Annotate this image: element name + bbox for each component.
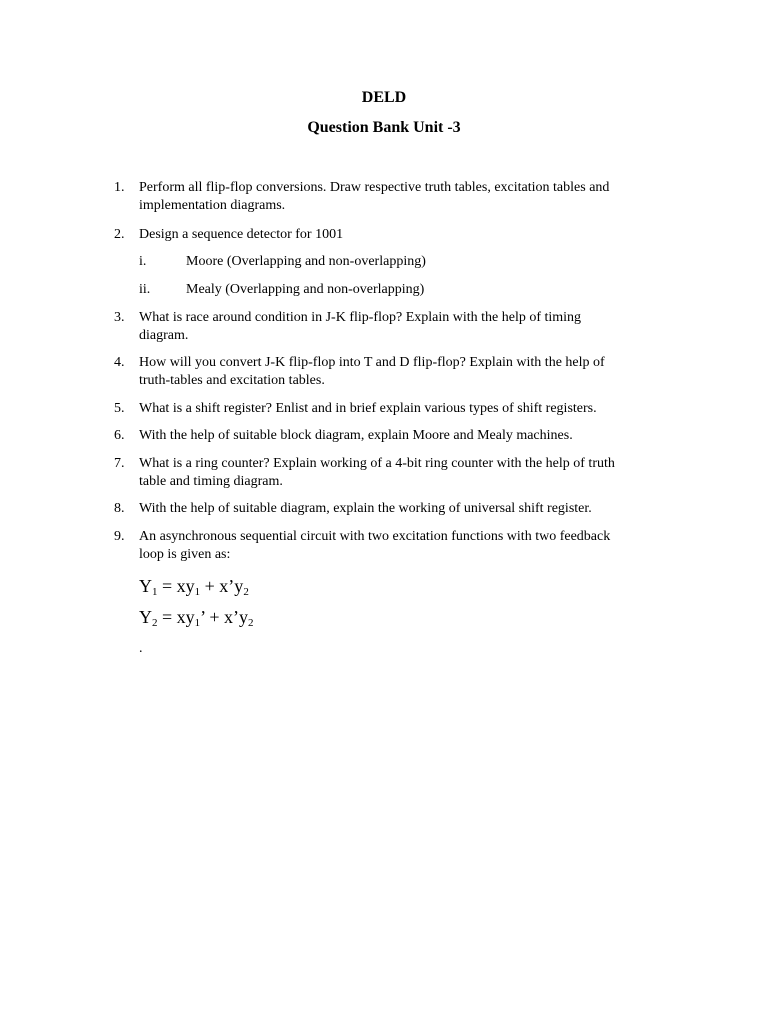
- equation-variable: Y: [139, 607, 152, 627]
- sub-item-number: ii.: [139, 282, 151, 297]
- equation-subscript: 1: [194, 586, 201, 598]
- equation-subscript: 1: [152, 586, 158, 598]
- question-text: What is a shift register? Enlist and in brief explain various types of shift registers.: [139, 401, 597, 416]
- equation-subscript: 2: [247, 617, 254, 629]
- question-text: Design a sequence detector for 1001: [139, 227, 344, 242]
- question-text: What is race around condition in J-K flip-flop? Explain with the help of timing diagram.: [139, 310, 582, 343]
- equation-term: ’ + x’y: [200, 607, 248, 627]
- document-subtitle: Question Bank Unit -3: [307, 119, 461, 136]
- sub-item-text: Mealy (Overlapping and non-overlapping): [186, 282, 425, 297]
- question-number: 5.: [114, 401, 125, 416]
- equation-subscript: 2: [243, 586, 249, 598]
- question-number: 4.: [114, 355, 125, 370]
- question-number: 3.: [114, 310, 125, 325]
- question-text: An asynchronous sequential circuit with two excitation functions with two feedback loop is given as:: [139, 529, 611, 562]
- equation-term: = xy: [157, 607, 195, 627]
- sub-item-text: Moore (Overlapping and non-overlapping): [186, 254, 426, 269]
- equation-term: + x’y: [200, 576, 244, 596]
- document-title: DELD: [361, 89, 407, 106]
- equation-variable: Y: [139, 576, 152, 596]
- question-text: What is a ring counter? Explain working of a 4-bit ring counter with the help of truth table and timing diagram.: [139, 456, 615, 489]
- question-text: Perform all flip-flop conversions. Draw respective truth tables, excitation tables and implementation diagrams.: [139, 180, 610, 213]
- question-number: 9.: [114, 529, 125, 544]
- equation-term: = xy: [157, 576, 195, 596]
- question-text: With the help of suitable block diagram, explain Moore and Mealy machines.: [139, 428, 573, 443]
- trailing-mark: .: [139, 641, 143, 656]
- question-number: 2.: [114, 227, 125, 242]
- equation-y2: [139, 606, 253, 628]
- question-number: 7.: [114, 456, 125, 471]
- sub-item-number: i.: [139, 254, 147, 269]
- question-number: 6.: [114, 428, 125, 443]
- equation-subscript: 1: [194, 617, 201, 629]
- question-text: With the help of suitable diagram, explain the working of universal shift register.: [139, 501, 592, 516]
- question-number: 8.: [114, 501, 125, 516]
- equation-y1: [139, 575, 249, 597]
- question-text: How will you convert J-K flip-flop into T and D flip-flop? Explain with the help of truth-tables and excitation tables.: [139, 355, 605, 388]
- equation-subscript: 2: [152, 617, 158, 629]
- question-number: 1.: [114, 180, 125, 195]
